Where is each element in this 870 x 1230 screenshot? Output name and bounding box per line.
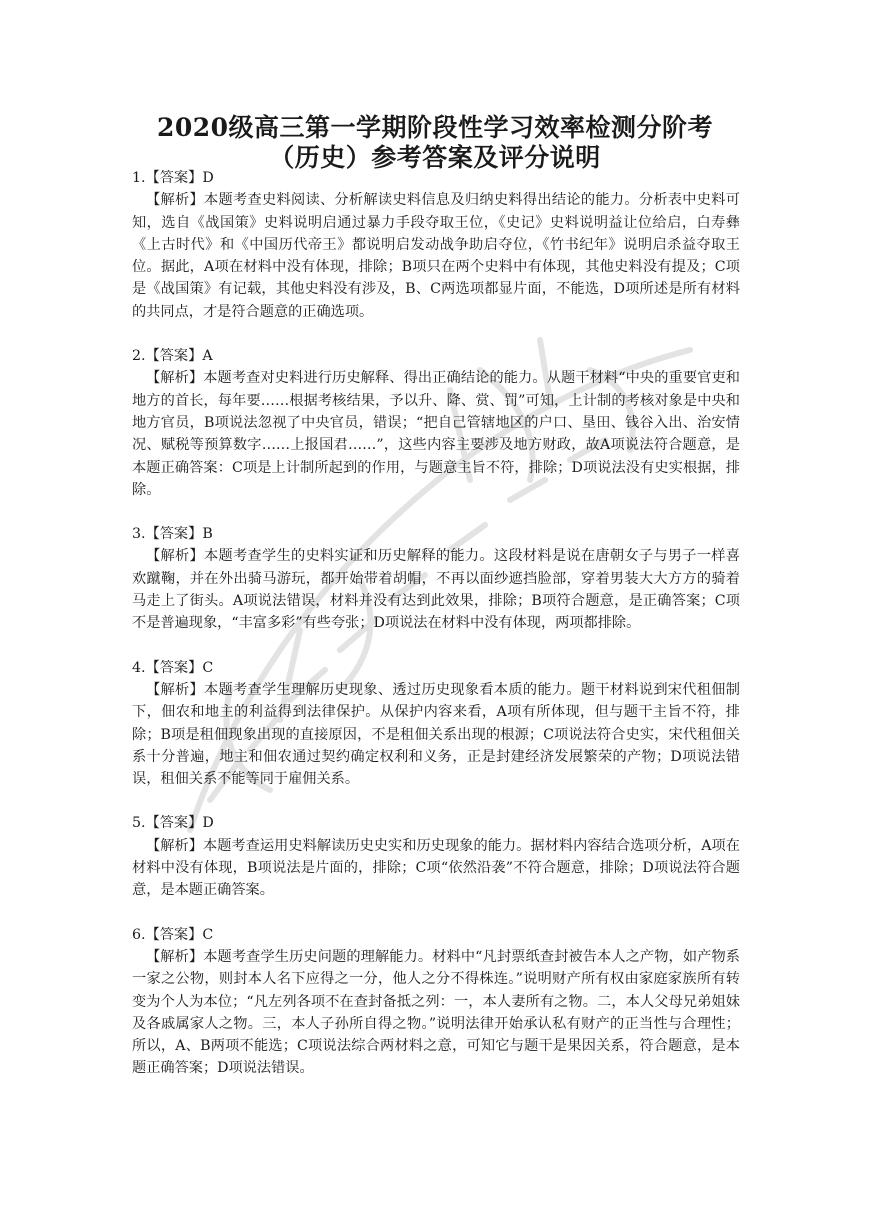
answer-list	[132, 167, 740, 1102]
answer-tag: 【答案】	[145, 348, 203, 365]
analysis-text: 本题考查学生历史问题的理解能力。材料中“凡封票纸查封被告本人之产物，如产物系一家之公物，则封本人名下应得之一分，他人之分不得株连。”说明财产所有权由家庭家族所有转变为个人为本位；“凡左列各项不在查封备抵之列：一，本人妻所有之物。二，本人父母兄弟姐妹及各戚属家人之物。三，本人子孙所自得之物。”说明法律开始承认私有财产的正当性与合理性；所以，A、B两项不能选；C项说法综合两材料之意，可知它与题干是果因关系，符合题意，是本题正确答案；D项说法错误。	[132, 948, 740, 1077]
analysis-text: 本题考查对史料进行历史解释、得出正确结论的能力。从题干材料“中央的重要官吏和地方的首长，每年要……根据考核结果，予以升、降、赏、罚”可知，上计制的考核对象是中央和地方官员，B项说法忽视了中央官员，错误；“把自己管辖地区的户口、垦田、钱谷入出、治安情况、赋税等预算数字……上报国君……”，这些内容主要涉及地方财政，故A项说法符合题意，是本题正确答案：C项是上计制所起到的作用，与题意主旨不符，排除；D项说法没有史实根据，排除。	[132, 370, 740, 498]
answer-value: C	[202, 926, 214, 943]
analysis-paragraph	[132, 679, 740, 790]
answer-value: D	[202, 170, 214, 186]
analysis-text: 本题考查学生的史料实证和历史解释的能力。这段材料是说在唐朝女子与男子一样喜欢蹴鞠，并在外出骑马游玩，都开始带着胡帽，不再以面纱遮挡脸部，穿着男装大大方方的骑着马走上了街头。A项说法错误，材料并没有达到此效果，排除；B项符合题意，是正确答案；C项不是普遍现象，“丰富多彩”有些夸张；D项说法在材料中没有体现，两项都排除。	[132, 548, 740, 632]
answer-tag: 【答案】	[145, 526, 203, 543]
answer-value: C	[202, 659, 214, 676]
answer-tag: 【答案】	[145, 815, 203, 832]
question-item	[132, 657, 740, 791]
answer-line	[132, 167, 740, 189]
analysis-paragraph	[132, 545, 740, 634]
answer-tag: 【答案】	[145, 926, 203, 943]
analysis-text: 本题考查学生理解历史现象、透过历史现象看本质的能力。题干材料说到宋代租佃制下，佃农和地主的利益得到法律保护。从保护内容来看，A项有所体现，但与题干主旨不符，排除；B项是租佃现象出现的直接原因，不是租佃关系出现的根源；C项说法符合史实，宋代租佃关系十分普遍，地主和佃农通过契约确定权利和义务，正是封建经济发展繁荣的产物；D项说法错误，租佃关系不能等同于雇佣关系。	[132, 681, 740, 788]
question-item	[132, 523, 740, 634]
analysis-tag: 【解析】	[146, 681, 204, 698]
answer-line	[132, 345, 740, 367]
analysis-tag: 【解析】	[146, 837, 203, 854]
analysis-text: 本题考查史料阅读、分析解读史料信息及归纳史料得出结论的能力。分析表中史料可知，选自《战国策》史料说明启通过暴力手段夺取王位，《史记》史料说明益让位给启，白寿彝《上古时代》和《中国历代帝王》都说明启发动战争助启夺位，《竹书纪年》说明启杀益夺取王位。据此，A项在材料中没有体现，排除；B项只在两个史料中有体现，其他史料没有提及；C项是《战国策》有记载，其他史料没有涉及，B、C两选项都显片面，不能选，D项所述是所有材料的共同点，才是符合题意的正确选项。	[132, 192, 740, 320]
question-item	[132, 167, 740, 323]
analysis-text: 本题考查运用史料解读历史史实和历史现象的能力。据材料内容结合选项分析，A项在材料中没有体现，B项说法是片面的，排除；C项“依然沿袭”不符合题意，排除；D项说法符合题意，是本题正确答案。	[132, 837, 740, 899]
analysis-paragraph	[132, 835, 740, 902]
question-number: 1.	[132, 170, 146, 186]
analysis-tag: 【解析】	[146, 548, 204, 565]
question-item	[132, 812, 740, 901]
answer-line	[132, 812, 740, 834]
analysis-tag: 【解析】	[146, 948, 204, 965]
analysis-tag: 【解析】	[146, 192, 204, 209]
answer-value: D	[202, 815, 214, 832]
answer-line	[132, 657, 740, 679]
answer-tag: 【答案】	[145, 170, 203, 186]
title-line-1: 2020级高三第一学期阶段性学习效率检测分阶考	[156, 113, 714, 142]
answer-value: A	[202, 348, 213, 365]
analysis-tag: 【解析】	[146, 370, 204, 387]
analysis-paragraph	[132, 189, 740, 323]
answer-line	[132, 924, 740, 946]
answer-line	[132, 523, 740, 545]
question-number: 5.	[132, 815, 146, 832]
analysis-paragraph	[132, 367, 740, 501]
analysis-paragraph	[132, 946, 740, 1080]
answer-value: B	[202, 526, 213, 543]
question-item	[132, 345, 740, 501]
question-number: 4.	[132, 659, 146, 676]
question-item	[132, 924, 740, 1080]
question-number: 2.	[132, 348, 146, 365]
title-line-2: （历史）参考答案及评分说明	[269, 143, 601, 172]
answer-tag: 【答案】	[145, 659, 203, 676]
question-number: 3.	[132, 526, 146, 543]
question-number: 6.	[132, 926, 146, 943]
